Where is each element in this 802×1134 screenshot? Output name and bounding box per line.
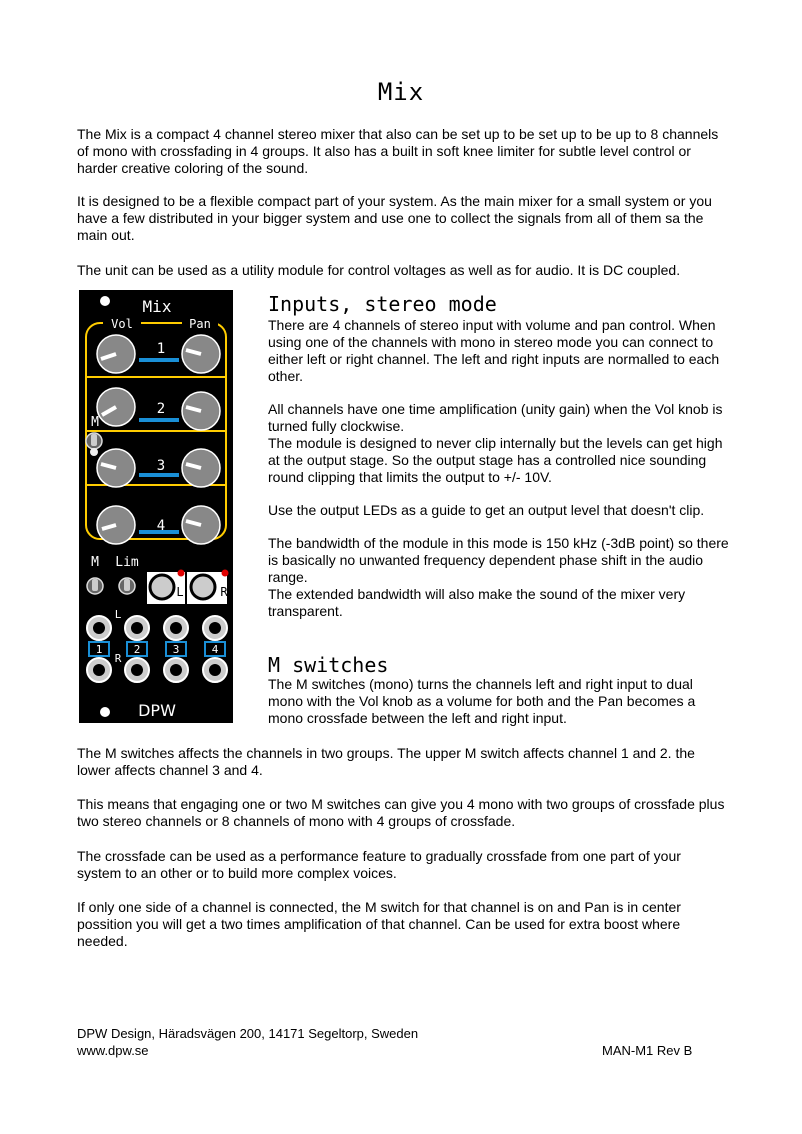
- channel-2-label: 2: [156, 401, 166, 417]
- inputs-paragraph-4: Use the output LEDs as a guide to get an output level that doesn't clip.: [268, 502, 705, 518]
- footer-url[interactable]: www.dpw.se: [77, 1043, 149, 1058]
- input-num-4: 4: [211, 643, 219, 656]
- m-switch-label-lower: M: [91, 555, 99, 570]
- inputs-heading: Inputs, stereo mode: [268, 292, 497, 316]
- m-switches-heading: M switches: [268, 653, 389, 677]
- footer-doc-id: MAN-M1 Rev B: [602, 1043, 693, 1058]
- vol-label: Vol: [111, 317, 133, 331]
- channel-3-label: 3: [156, 458, 166, 474]
- inputs-paragraph-1: There are 4 channels of stereo input with volume and pan control. When using one of the channels with mono in stereo mode you can connect to either left or right channel. The left and right inputs are normalled to each other.: [268, 317, 720, 384]
- inputs-paragraph-2: All channels have one time amplification (unity gain) when the Vol knob is turned fully clockwise.: [268, 401, 723, 434]
- footer-address: DPW Design, Häradsvägen 200, 14171 Segeltorp, Sweden: [77, 1026, 419, 1041]
- output-right-jack: [191, 575, 215, 599]
- input-left-label: L: [114, 608, 122, 621]
- channel-4-label: 4: [156, 518, 166, 534]
- inputs-paragraph-3: The module is designed to never clip internally but the levels can get high at the output stage. So the output stage has a controlled nice sounding round clipping that limits the output to +/- 10V.: [268, 435, 723, 485]
- m-switches-paragraph-5: If only one side of a channel is connected, the M switch for that channel is on and Pan is in center possition you will get a two times amplification of that channel. Can be used for extra boost where needed.: [77, 899, 681, 949]
- pan-label: Pan: [189, 317, 211, 331]
- page-title: Mix: [377, 78, 425, 106]
- input-num-3: 3: [172, 643, 180, 656]
- channel-1-label: 1: [156, 341, 166, 357]
- m-switches-paragraph-4: The crossfade can be used as a performance feature to gradually crossfade from one part of your system to an other or to build more complex voices.: [77, 848, 681, 881]
- inputs-section-body: [268, 317, 730, 620]
- panel-name: Mix: [142, 297, 172, 316]
- output-left-led: [178, 570, 185, 577]
- mount-hole-bottom: [100, 707, 110, 717]
- m-switches-intro: The M switches (mono) turns the channels left and right input to dual mono with the Vol knob as a volume for both and the Pan becomes a mono crossfade between the left and right input.: [268, 676, 696, 726]
- intro-paragraph-1: The Mix is a compact 4 channel stereo mixer that also can be set up to be set up to be up to 8 channels of mono with crossfading in 4 groups. It also has a built in soft knee limiter for subtle level control or harder creative coloring of the sound.: [77, 126, 719, 176]
- input-num-2: 2: [133, 643, 141, 656]
- m-switch-label-upper: M: [91, 415, 99, 430]
- brand-label: DPW: [138, 701, 176, 720]
- output-left-jack: [150, 575, 174, 599]
- intro-paragraph-3: The unit can be used as a utility module for control voltages as well as for audio. It is DC coupled.: [77, 262, 681, 278]
- inputs-paragraph-5: The bandwidth of the module in this mode is 150 kHz (-3dB point) so there is basically no unwanted frequency dependent phase shift in the audio range.: [268, 535, 729, 585]
- inputs-paragraph-6: The extended bandwidth will also make the sound of the mixer very transparent.: [268, 586, 686, 619]
- input-right-label: R: [114, 652, 122, 665]
- lim-label: Lim: [115, 555, 139, 570]
- m-switches-paragraph-3: This means that engaging one or two M switches can give you 4 mono with two groups of crossfade plus two stereo channels or 8 channels of mono with 4 groups of crossfade.: [77, 796, 725, 829]
- output-left-label: L: [176, 585, 184, 599]
- mount-hole-top: [100, 296, 110, 306]
- output-right-led: [222, 570, 229, 577]
- mix-module-panel: [79, 290, 233, 723]
- m-switches-paragraph-2: The M switches affects the channels in two groups. The upper M switch affects channel 1 and 2. the lower affects channel 3 and 4.: [77, 745, 695, 778]
- input-num-1: 1: [95, 643, 103, 656]
- output-right-label: R: [220, 585, 228, 599]
- intro-paragraph-2: It is designed to be a flexible compact part of your system. As the main mixer for a small system or you have a few distributed in your bigger system and use one to collect the signals from all of them sa the main out.: [77, 193, 712, 243]
